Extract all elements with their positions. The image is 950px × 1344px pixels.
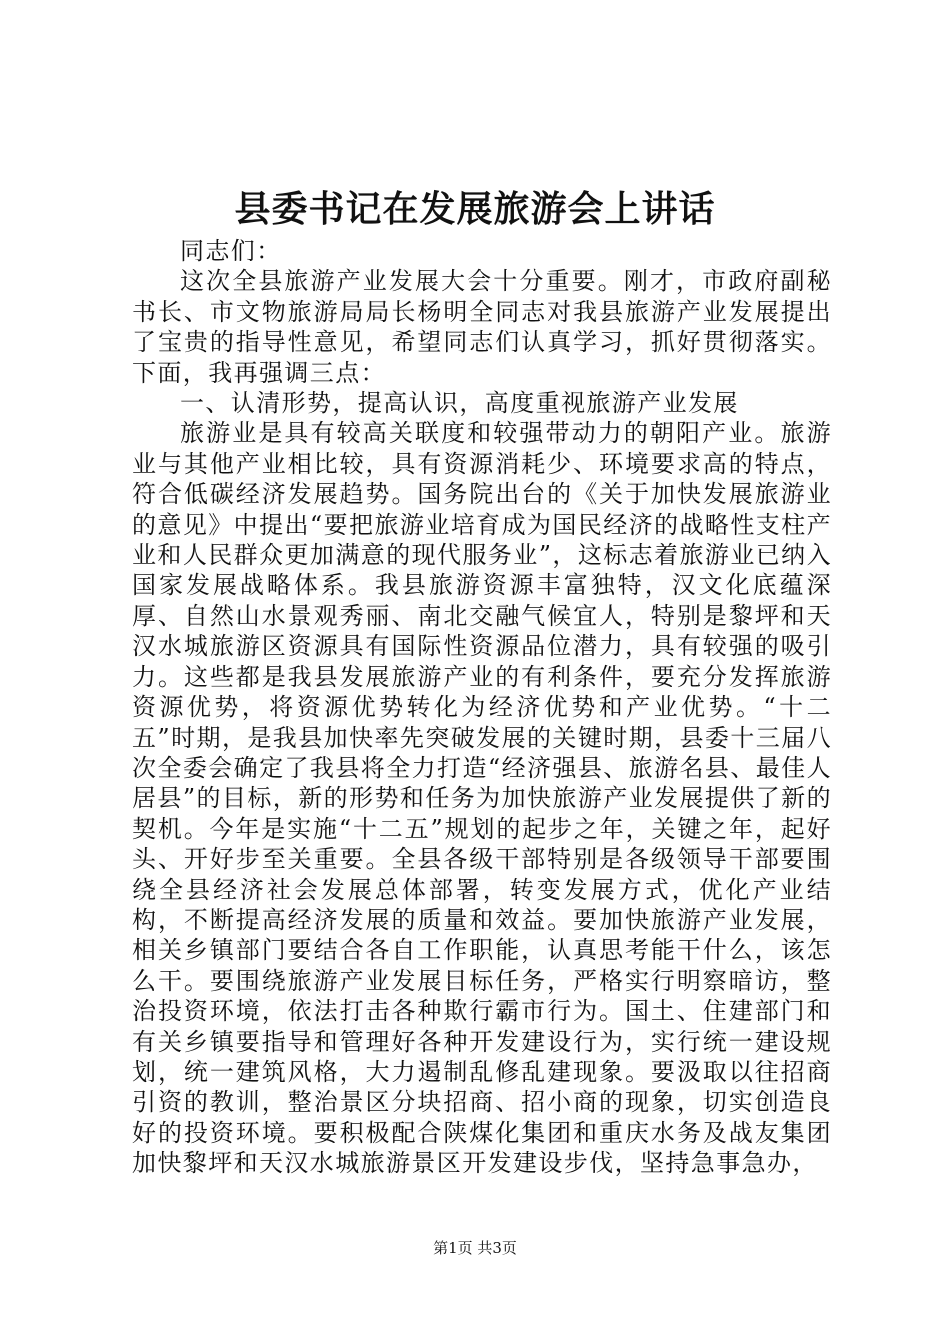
document-body	[132, 236, 832, 1179]
document-title: 县委书记在发展旅游会上讲话	[234, 188, 716, 230]
intro-paragraph: 这次全县旅游产业发展大会十分重要。刚才，市政府副秘书长、市文物旅游局局长杨明全同志对我县旅游产业发展提出了宝贵的指导性意见，希望同志们认真学习，抓好贯彻落实。下面，我再强调三点：	[132, 267, 832, 387]
page-footer: 第1页 共3页	[433, 1239, 517, 1257]
salutation-paragraph: 同志们：	[180, 237, 282, 265]
body-paragraph: 旅游业是具有较高关联度和较强带动力的朝阳产业。旅游业与其他产业相比较，具有资源消耗少、环境要求高的特点，符合低碳经济发展趋势。国务院出台的《关于加快发展旅游业的意见》中提出“要把旅游业培育成为国民经济的战略性支柱产业和人民群众更加满意的现代服务业”，这标志着旅游业已纳入国家发展战略体系。我县旅游资源丰富独特，汉文化底蕴深厚、自然山水景观秀丽、南北交融气候宜人，特别是黎坪和天汉水城旅游区资源具有国际性资源品位潜力，具有较强的吸引力。这些都是我县发展旅游产业的有利条件，要充分发挥旅游资源优势，将资源优势转化为经济优势和产业优势。“十二五”时期，是我县加快率先突破发展的关键时期，县委十三届八次全委会确定了我县将全力打造“经济强县、旅游名县、最佳人居县”的目标，新的形势和任务为加快旅游产业发展提供了新的契机。今年是实施“十二五”规划的起步之年，关键之年，起好头、开好步至关重要。全县各级干部特别是各级领导干部要围绕全县经济社会发展总体部署，转变发展方式，优化产业结构，不断提高经济发展的质量和效益。要加快旅游产业发展，相关乡镇部门要结合各自工作职能，认真思考能干什么，该怎么干。要围绕旅游产业发展目标任务，严格实行明察暗访，整治投资环境，依法打击各种欺行霸市行为。国土、住建部门和有关乡镇要指导和管理好各种开发建设行为，实行统一建设规划，统一建筑风格，大力遏制乱修乱建现象。要汲取以往招商引资的教训，整治景区分块招商、招小商的现象，切实创造良好的投资环境。要积极配合陕煤化集团和重庆水务及战友集团加快黎坪和天汉水城旅游景区开发建设步伐，坚持急事急办，	[132, 419, 832, 1178]
section-heading: 一、认清形势，提高认识，高度重视旅游产业发展	[180, 389, 739, 418]
